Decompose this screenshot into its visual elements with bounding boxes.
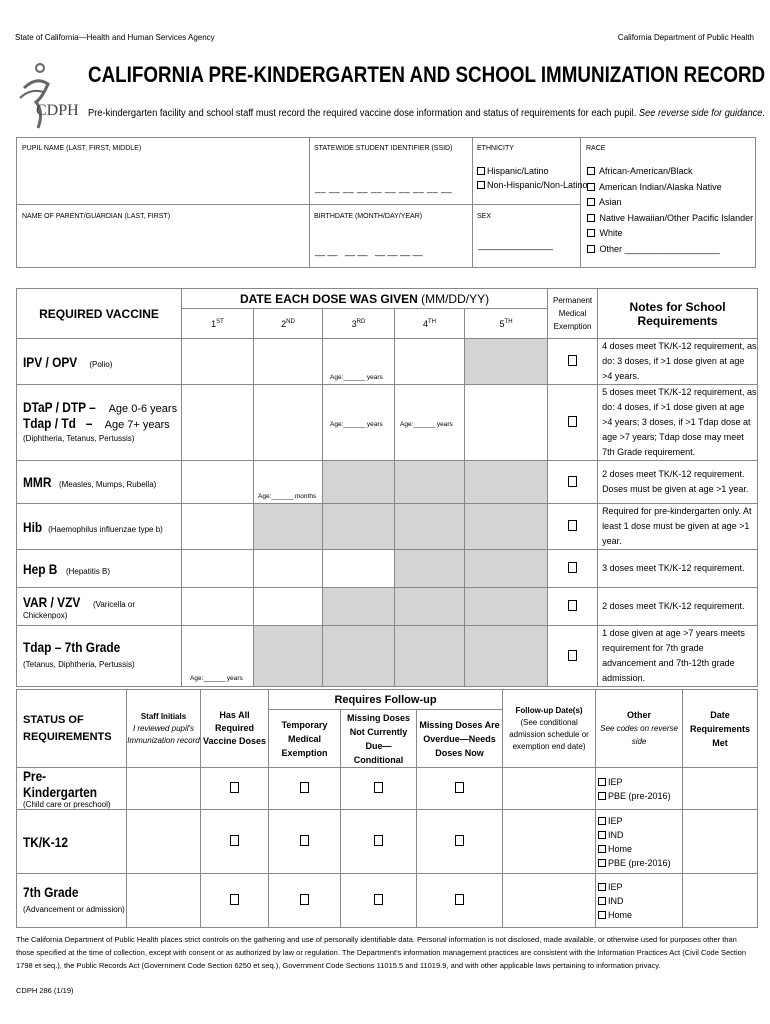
vaccine-name-mmr: MMR (Measles, Mumps, Rubella) <box>17 461 182 504</box>
dose-cell[interactable]: Age:______ years <box>323 339 395 385</box>
status-prek: Pre-Kindergarten (Child care or preschool) <box>17 768 127 810</box>
dose-3-header: 3RD <box>323 309 395 339</box>
missing-doses-checkbox[interactable] <box>341 810 417 874</box>
race-options <box>587 164 753 257</box>
staff-initials-cell[interactable] <box>127 768 201 810</box>
checkbox[interactable] <box>587 198 595 206</box>
ethnicity-label: ETHNICITY <box>477 145 514 152</box>
dose-4-header: 4TH <box>395 309 465 339</box>
vaccine-table <box>16 288 758 687</box>
requires-followup-header: Requires Follow-up <box>269 690 503 710</box>
dose-cell[interactable] <box>182 588 254 626</box>
dose-cell[interactable]: Age:______ years <box>182 626 254 687</box>
race-option[interactable]: White <box>587 226 753 242</box>
overdue-header: Missing Doses Are Overdue—Needs Doses Now <box>417 710 503 768</box>
temp-exemption-checkbox[interactable] <box>269 810 341 874</box>
race-option[interactable]: African-American/Black <box>587 164 753 180</box>
exemption-checkbox[interactable] <box>548 504 598 550</box>
other-codes <box>596 768 683 810</box>
dose-cell-disabled <box>465 626 548 687</box>
other-option[interactable]: IND <box>598 894 682 908</box>
dose-cell-disabled <box>395 504 465 550</box>
table-row <box>17 626 758 687</box>
dose-cell[interactable] <box>182 385 254 461</box>
dose-cell-disabled <box>395 626 465 687</box>
status-table <box>16 689 758 928</box>
ethnicity-non-hispanic[interactable]: Non-Hispanic/Non-Latino <box>477 178 588 192</box>
race-label: RACE <box>586 145 606 152</box>
dose-cell[interactable] <box>182 550 254 588</box>
vaccine-name-var: VAR / VZV (Varicella or Chickenpox) <box>17 588 182 626</box>
required-vaccine-header: REQUIRED VACCINE <box>17 289 182 339</box>
note-ipv: 4 doses meet TK/K-12 requirement, as do: 3 doses, if >1 dose given at age >4 years. <box>598 339 758 385</box>
department-header: California Department of Public Health <box>617 33 754 42</box>
overdue-checkbox[interactable] <box>417 768 503 810</box>
note-mmr: 2 doses meet TK/K-12 requirement. Doses must be given at age >1 year. <box>598 461 758 504</box>
status-7th: 7th Grade (Advancement or admission) <box>17 874 127 928</box>
dose-cell[interactable] <box>254 385 323 461</box>
note-hepb: 3 doses meet TK/K-12 requirement. <box>598 550 758 588</box>
table-row <box>17 874 758 928</box>
ethnicity-hispanic[interactable]: Hispanic/Latino <box>477 164 588 178</box>
date-met-cell[interactable] <box>683 768 758 810</box>
table-row <box>17 385 758 461</box>
dose-cell-disabled <box>254 626 323 687</box>
dose-cell-disabled <box>465 550 548 588</box>
dose-cell[interactable]: Age:______ years <box>395 385 465 461</box>
date-met-cell[interactable] <box>683 874 758 928</box>
pupil-name-field[interactable] <box>20 158 305 200</box>
dose-cell-disabled <box>465 588 548 626</box>
missing-doses-checkbox[interactable] <box>341 874 417 928</box>
staff-initials-header: Staff Initials I reviewed pupil's Immunization record <box>127 690 201 768</box>
status-header: STATUS OF REQUIREMENTS <box>17 690 127 768</box>
dose-cell-disabled <box>465 504 548 550</box>
exemption-checkbox[interactable] <box>548 339 598 385</box>
dose-cell[interactable] <box>254 339 323 385</box>
checkbox[interactable] <box>587 167 595 175</box>
date-met-header: Date Requirements Met <box>683 690 758 768</box>
sex-field[interactable]: _______________ <box>478 240 554 250</box>
parent-label: NAME OF PARENT/GUARDIAN (LAST, FIRST) <box>22 213 171 220</box>
other-option[interactable]: IEP <box>598 880 682 894</box>
dose-cell[interactable] <box>323 550 395 588</box>
overdue-checkbox[interactable] <box>417 810 503 874</box>
followup-date-cell[interactable] <box>503 768 596 810</box>
has-all-checkbox[interactable] <box>201 768 269 810</box>
checkbox[interactable] <box>587 214 595 222</box>
overdue-checkbox[interactable] <box>417 874 503 928</box>
followup-date-cell[interactable] <box>503 874 596 928</box>
temp-exemption-checkbox[interactable] <box>269 874 341 928</box>
ethnicity-options <box>477 164 588 192</box>
dose-cell-disabled <box>465 339 548 385</box>
dose-cell-disabled <box>254 504 323 550</box>
dose-cell[interactable]: Age:______ years <box>323 385 395 461</box>
table-row <box>17 504 758 550</box>
race-option[interactable]: Asian <box>587 195 753 211</box>
dose-cell-disabled <box>323 626 395 687</box>
vaccine-name-hepb: Hep B (Hepatitis B) <box>17 550 182 588</box>
page-title: CALIFORNIA PRE-KINDERGARTEN AND SCHOOL IMMUNIZATION RECORD <box>88 62 766 87</box>
other-option[interactable]: IND <box>598 828 682 842</box>
table-row <box>17 461 758 504</box>
dose-cell-disabled <box>323 588 395 626</box>
exemption-header: Permanent Medical Exemption <box>548 289 598 339</box>
checkbox[interactable] <box>477 181 485 189</box>
race-option[interactable]: American Indian/Alaska Native <box>587 180 753 196</box>
dose-cell[interactable] <box>465 385 548 461</box>
other-option[interactable]: Home <box>598 842 682 856</box>
pupil-name-label: PUPIL NAME (LAST, FIRST, MIDDLE) <box>22 145 142 152</box>
dose-cell[interactable]: Age:______ months <box>254 461 323 504</box>
page-subtitle: Pre-kindergarten facility and school staff must record the required vaccine dose information and status of requirements for each pupil. See reverse side for guidance. <box>88 108 766 119</box>
form-id: CDPH 286 (1/19) <box>16 986 74 995</box>
date-met-cell[interactable] <box>683 810 758 874</box>
cdph-logo: CDPH <box>14 58 78 132</box>
other-option[interactable]: Home <box>598 908 682 922</box>
dose-cell-disabled <box>395 550 465 588</box>
exemption-checkbox[interactable] <box>548 588 598 626</box>
exemption-checkbox[interactable] <box>548 626 598 687</box>
dose-cell-disabled <box>395 461 465 504</box>
other-option[interactable]: IEP <box>598 814 682 828</box>
table-row <box>17 339 758 385</box>
exemption-checkbox[interactable] <box>548 385 598 461</box>
note-var: 2 doses meet TK/K-12 requirement. <box>598 588 758 626</box>
dose-cell-disabled <box>465 461 548 504</box>
dose-cell[interactable] <box>395 339 465 385</box>
temp-exemption-header: Temporary Medical Exemption <box>269 710 341 768</box>
checkbox[interactable] <box>587 229 595 237</box>
checkbox[interactable] <box>477 167 485 175</box>
birthdate-label: BIRTHDATE (MONTH/DAY/YEAR) <box>314 213 423 220</box>
dose-cell[interactable] <box>254 588 323 626</box>
ssid-label: STATEWIDE STUDENT IDENTIFIER (SSID) <box>314 145 453 152</box>
checkbox[interactable] <box>587 183 595 191</box>
has-all-checkbox[interactable] <box>201 874 269 928</box>
followup-date-header: Follow-up Date(s) (See conditional admission schedule or exemption end date) <box>503 690 596 768</box>
agency-header: State of California—Health and Human Services Agency <box>15 33 215 42</box>
note-tdap7: 1 dose given at age >7 years meets requirement for 7th grade advancement and 7th-12th grade admission. <box>598 626 758 687</box>
dose-cell[interactable] <box>254 550 323 588</box>
dose-5-header: 5TH <box>465 309 548 339</box>
other-header: Other See codes on reverse side <box>596 690 683 768</box>
exemption-checkbox[interactable] <box>548 550 598 588</box>
missing-doses-header: Missing Doses Not Currently Due—Conditional <box>341 710 417 768</box>
other-option[interactable]: PBE (pre-2016) <box>598 856 682 870</box>
vaccine-name-dtap: DTaP / DTP – Age 0-6 years Tdap / Td – Age 7+ years (Diphtheria, Tetanus, Pertussis) <box>17 385 182 461</box>
parent-name-field[interactable] <box>20 225 305 263</box>
vaccine-name-hib: Hib (Haemophilus influenzae type b) <box>17 504 182 550</box>
race-option[interactable]: Other ___________________ <box>587 242 753 258</box>
table-row <box>17 550 758 588</box>
date-header: DATE EACH DOSE WAS GIVEN (MM/DD/YY) <box>182 289 548 309</box>
other-option[interactable]: IEP <box>598 775 682 789</box>
notes-header: Notes for School Requirements <box>598 289 758 339</box>
table-row <box>17 588 758 626</box>
other-option[interactable]: PBE (pre-2016) <box>598 789 682 803</box>
vaccine-name-ipv: IPV / OPV (Polio) <box>17 339 182 385</box>
temp-exemption-checkbox[interactable] <box>269 768 341 810</box>
sex-label: SEX <box>477 213 492 220</box>
has-all-header: Has All Required Vaccine Doses <box>201 690 269 768</box>
table-row <box>17 768 758 810</box>
exemption-checkbox[interactable] <box>548 461 598 504</box>
dose-cell-disabled <box>323 504 395 550</box>
missing-doses-checkbox[interactable] <box>341 768 417 810</box>
dose-cell[interactable] <box>182 504 254 550</box>
note-dtap: 5 doses meet TK/K-12 requirement, as do: 4 doses, if >1 dose given at age >4 years; 3 doses, if >1 Tdap dose at age >7 years; Tdap dose may meet 7th Grade requirement. <box>598 385 758 461</box>
ssid-field[interactable]: __ __ __ __ __ __ __ __ __ __ <box>315 183 453 193</box>
has-all-checkbox[interactable] <box>201 810 269 874</box>
followup-date-cell[interactable] <box>503 810 596 874</box>
checkbox[interactable] <box>587 245 595 253</box>
vaccine-name-tdap7: Tdap – 7th Grade (Tetanus, Diphtheria, Pertussis) <box>17 626 182 687</box>
dose-1-header: 1ST <box>182 309 254 339</box>
dose-cell-disabled <box>395 588 465 626</box>
table-row <box>17 810 758 874</box>
staff-initials-cell[interactable] <box>127 810 201 874</box>
other-codes <box>596 810 683 874</box>
note-hib: Required for pre-kindergarten only. At least 1 dose must be given at age >1 year. <box>598 504 758 550</box>
birthdate-field[interactable]: __ __ __ __ __ __ __ __ <box>315 246 423 256</box>
race-option[interactable]: Native Hawaiian/Other Pacific Islander <box>587 211 753 227</box>
staff-initials-cell[interactable] <box>127 874 201 928</box>
dose-cell[interactable] <box>182 339 254 385</box>
dose-2-header: 2ND <box>254 309 323 339</box>
privacy-notice: The California Department of Public Health places strict controls on the gathering and use of personally identifiable data. Personal information is not disclosed, made available, or otherwise used for purposes other than those specified at the time of collection, except with consent or as authorized by law or regulation. The Department's information management practices are consistent with the Information Practices Act (Civil Code Section 1798 et seq.), the Public Records Act (Government Code Section 6250 et seq.), Government Code Sections 11015.5 and 11019.9, and with other applicable laws pertaining to information privacy. <box>16 935 746 970</box>
dose-cell-disabled <box>323 461 395 504</box>
dose-cell[interactable] <box>182 461 254 504</box>
other-codes <box>596 874 683 928</box>
status-tk12: TK/K-12 <box>17 810 127 874</box>
